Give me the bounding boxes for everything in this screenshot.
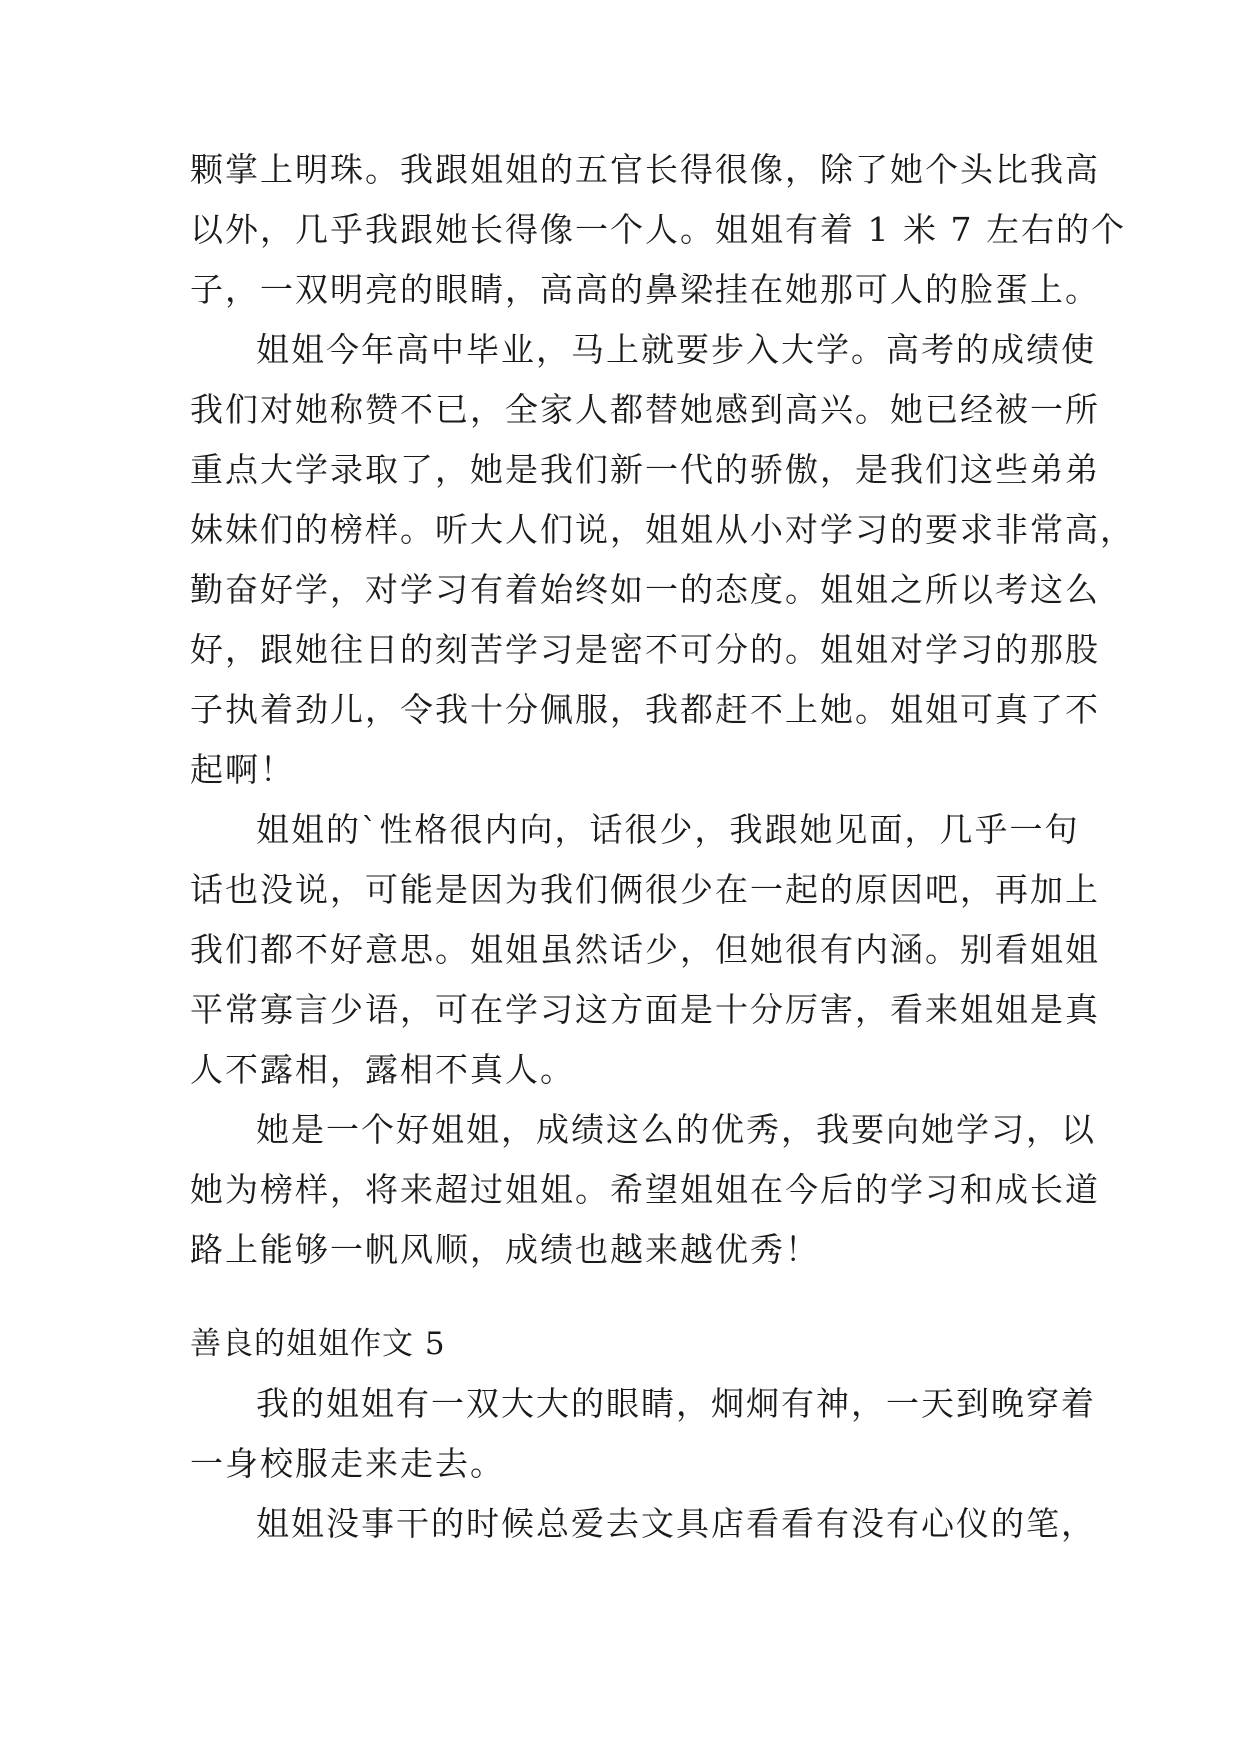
- text-line: 人不露相，露相不真人。: [190, 1050, 575, 1089]
- section-title: 善良的姐姐作文 5: [190, 1326, 446, 1362]
- text-line: 子执着劲儿，令我十分佩服，我都赶不上她。姐姐可真了不: [190, 690, 1100, 729]
- text-line: 我们都不好意思。姐姐虽然话少，但她很有内涵。别看姐姐: [190, 930, 1100, 969]
- text-line: 我们对她称赞不已，全家人都替她感到高兴。她已经被一所: [190, 390, 1100, 429]
- text-line: 她为榜样，将来超过姐姐。希望姐姐在今后的学习和成长道: [190, 1170, 1100, 1209]
- text-line: 勤奋好学，对学习有着始终如一的态度。姐姐之所以考这么: [190, 570, 1100, 609]
- text-line: 话也没说，可能是因为我们俩很少在一起的原因吧，再加上: [190, 870, 1100, 909]
- text-line: 她是一个好姐姐，成绩这么的优秀，我要向她学习，以: [256, 1110, 1096, 1149]
- text-line: 颗掌上明珠。我跟姐姐的五官长得很像，除了她个头比我高: [190, 150, 1100, 189]
- text-line: 我的姐姐有一双大大的眼睛，炯炯有神，一天到晚穿着: [256, 1384, 1096, 1423]
- text-line: 好，跟她往日的刻苦学习是密不可分的。姐姐对学习的那股: [190, 630, 1100, 669]
- text-line: 以外，几乎我跟她长得像一个人。姐姐有着 1 米 7 左右的个: [190, 210, 1126, 249]
- text-line: 姐姐没事干的时候总爱去文具店看看有没有心仪的笔，: [256, 1504, 1096, 1543]
- text-line: 重点大学录取了，她是我们新一代的骄傲，是我们这些弟弟: [190, 450, 1100, 489]
- text-line: 一身校服走来走去。: [190, 1444, 505, 1483]
- text-line: 姐姐今年高中毕业，马上就要步入大学。高考的成绩使: [256, 330, 1096, 369]
- text-line: 起啊！: [190, 750, 295, 789]
- text-line: 路上能够一帆风顺，成绩也越来越优秀！: [190, 1230, 820, 1269]
- text-line: 妹妹们的榜样。听大人们说，姐姐从小对学习的要求非常高，: [190, 510, 1135, 549]
- text-line: 子，一双明亮的眼睛，高高的鼻梁挂在她那可人的脸蛋上。: [190, 270, 1100, 309]
- text-line: 姐姐的`性格很内向，话很少，我跟她见面，几乎一句: [256, 810, 1080, 849]
- text-line: 平常寡言少语，可在学习这方面是十分厉害，看来姐姐是真: [190, 990, 1100, 1029]
